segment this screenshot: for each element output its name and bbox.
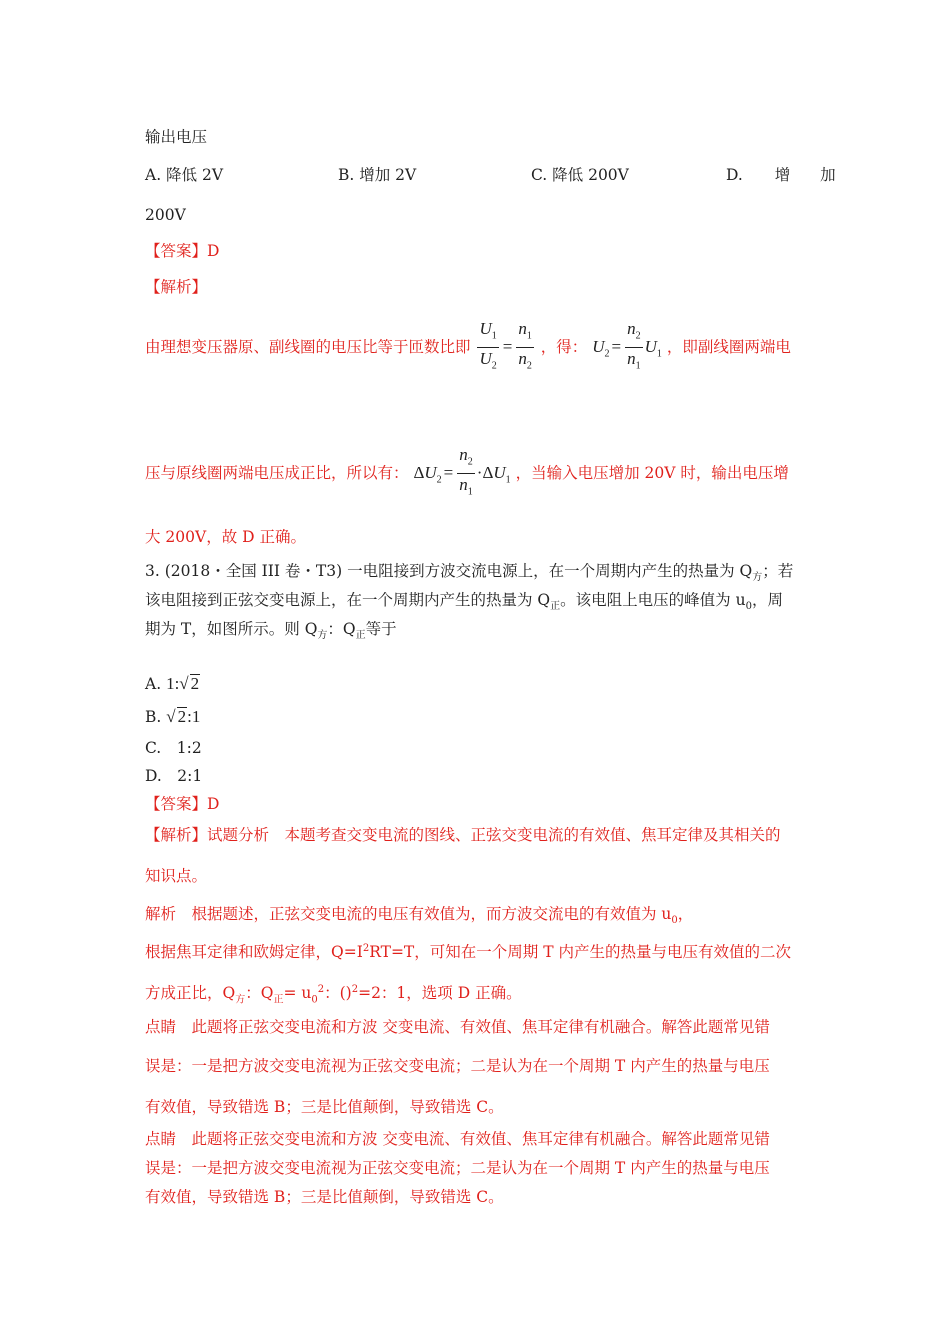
q2-option-c: C. 降低 200V — [531, 166, 629, 184]
math-delta-u2: $\Delta U_2$ — [413, 462, 442, 486]
q2-option-b: B. 增加 2V — [338, 166, 417, 184]
q3-answer-value: D — [207, 795, 220, 813]
q2-option-d — [726, 165, 836, 185]
q3-dianjing2-line1: 点睛 此题将正弦交变电流和方波 交变电流、有效值、焦耳定律有机融合。解答此题常见错 — [145, 1130, 770, 1148]
q3-dianjing1-line3: 有效值，导致错选 B；三是比值颠倒，导致错选 C。 — [145, 1098, 504, 1116]
q2-exp2-post: ，当输入电压增加 20V 时，输出电压增 — [515, 463, 789, 482]
math-u1: $U_1$ — [644, 336, 662, 360]
q3-analysis-label: 【解析】 — [145, 826, 208, 844]
q2-stem-tail: 输出电压 — [145, 128, 208, 146]
q2-answer-label: 【答案】 — [145, 242, 208, 260]
q2-explanation-line3: 大 200V，故 D 正确。 — [145, 528, 306, 546]
q3-analysis-line2: 知识点。 — [145, 867, 208, 885]
q2-explanation-line1: 由理想变压器原、副线圈的电压比等于匝数比即 $\frac{U_1}{U_2}$ = $\frac{n_1}{n_2}$ ，得： $U_2$ = $\frac{n_2}{n_1}$ $U_1$ ，即副线圈两端电 — [145, 318, 791, 380]
q2-explanation-line2: 压与原线圈两端电压成正比，所以有： $\Delta U_2$ = $\frac{n_2}{n_1}$ $\cdot\Delta U_1$ ，当输入电压增加 20V 时，输出电压增 — [145, 444, 789, 506]
q3-stem-line1: 3. (2018・全国 III 卷・T3) 一电阻接到方波交流电源上，在一个周期内产生的热量为 $Q_方$；若 — [145, 562, 794, 584]
q3-option-a — [145, 672, 200, 696]
q3-stem-line2: 该电阻接到正弦交变电源上，在一个周期内产生的热量为 $Q_正$。该电阻上电压的峰值为 $u_0$，周 — [145, 591, 783, 613]
q3-answer — [145, 794, 219, 814]
q3-law-line: 根据焦耳定律和欧姆定律，$Q=I^2RT=T$，可知在一个周期 T 内产生的热量与电压有效值的二次 — [145, 943, 791, 962]
q3-option-b — [145, 705, 200, 729]
q3-dianjing2-line2: 误是：一是把方波交变电流视为正弦交变电流；二是认为在一个周期 T 内产生的热量与电压 — [145, 1159, 770, 1177]
q2-exp1-post: ，即副线圈两端电 — [666, 337, 791, 356]
q2-option-a: A. 降低 2V — [145, 166, 224, 184]
q3-answer-label: 【答案】 — [145, 795, 208, 813]
fraction-n1-over-n2: $\frac{n_1}{n_2}$ — [518, 319, 532, 372]
q3-analysis-line1: 【解析】试题分析 本题考查交变电流的图线、正弦交变电流的有效值、焦耳定律及其相关的 — [145, 826, 781, 844]
q3-option-b-label: B. — [145, 708, 162, 726]
q3-dianjing2-line3: 有效值，导致错选 B；三是比值颠倒，导致错选 C。 — [145, 1188, 504, 1206]
fraction-n2-over-n1: $\frac{n_2}{n_1}$ — [627, 319, 641, 372]
q2-analysis-label: 【解析】 — [145, 278, 208, 296]
q3-stem-line3: 期为 T，如图所示。则 $Q_方$：$Q_正$等于 — [145, 620, 397, 642]
q3-option-d: D. 2:1 — [145, 767, 203, 785]
q2-option-d-word2: 加 — [820, 166, 836, 184]
q3-option-c: C. 1:2 — [145, 739, 202, 757]
q3-ratio-line: 方成正比，$Q_方$：$Q_正= u_0^2$：()$^2$=2：1，选项 D 正确。 — [145, 984, 522, 1006]
math-delta-u1: $\cdot\Delta U_1$ — [476, 462, 511, 486]
q2-option-d-label: D. — [726, 166, 743, 184]
q3-option-a-label: A. — [145, 675, 162, 693]
q2-option-d-word1: 增 — [774, 166, 791, 184]
q2-exp1-mid: ，得： — [540, 337, 588, 356]
q2-exp1-pre: 由理想变压器原、副线圈的电压比等于匝数比即 — [145, 337, 471, 356]
fraction-u1-over-u2: $\frac{U_1}{U_2}$ — [479, 319, 497, 372]
q2-exp2-pre: 压与原线圈两端电压成正比，所以有： — [145, 463, 409, 482]
q3-option-b-math: √ 2:1 — [166, 707, 201, 726]
q3-dianjing1-line1: 点睛 此题将正弦交变电流和方波 交变电流、有效值、焦耳定律有机融合。解答此题常见错 — [145, 1018, 770, 1036]
q3-dianjing1-line2: 误是：一是把方波交变电流视为正弦交变电流；二是认为在一个周期 T 内产生的热量与电压 — [145, 1057, 770, 1075]
q3-jiexi-line: 解析 根据题述，正弦交变电流的电压有效值为，而方波交流电的有效值为 $u_0$， — [145, 905, 694, 927]
q2-answer — [145, 241, 219, 261]
q2-answer-value: D — [207, 242, 220, 260]
q2-option-d-tail: 200V — [145, 206, 186, 224]
q3-option-a-math: 1:√ 2 — [166, 674, 200, 693]
math-u2: $U_2$ — [592, 336, 610, 360]
fraction-n2-over-n1-second: $\frac{n_2}{n_1}$ — [459, 445, 473, 498]
